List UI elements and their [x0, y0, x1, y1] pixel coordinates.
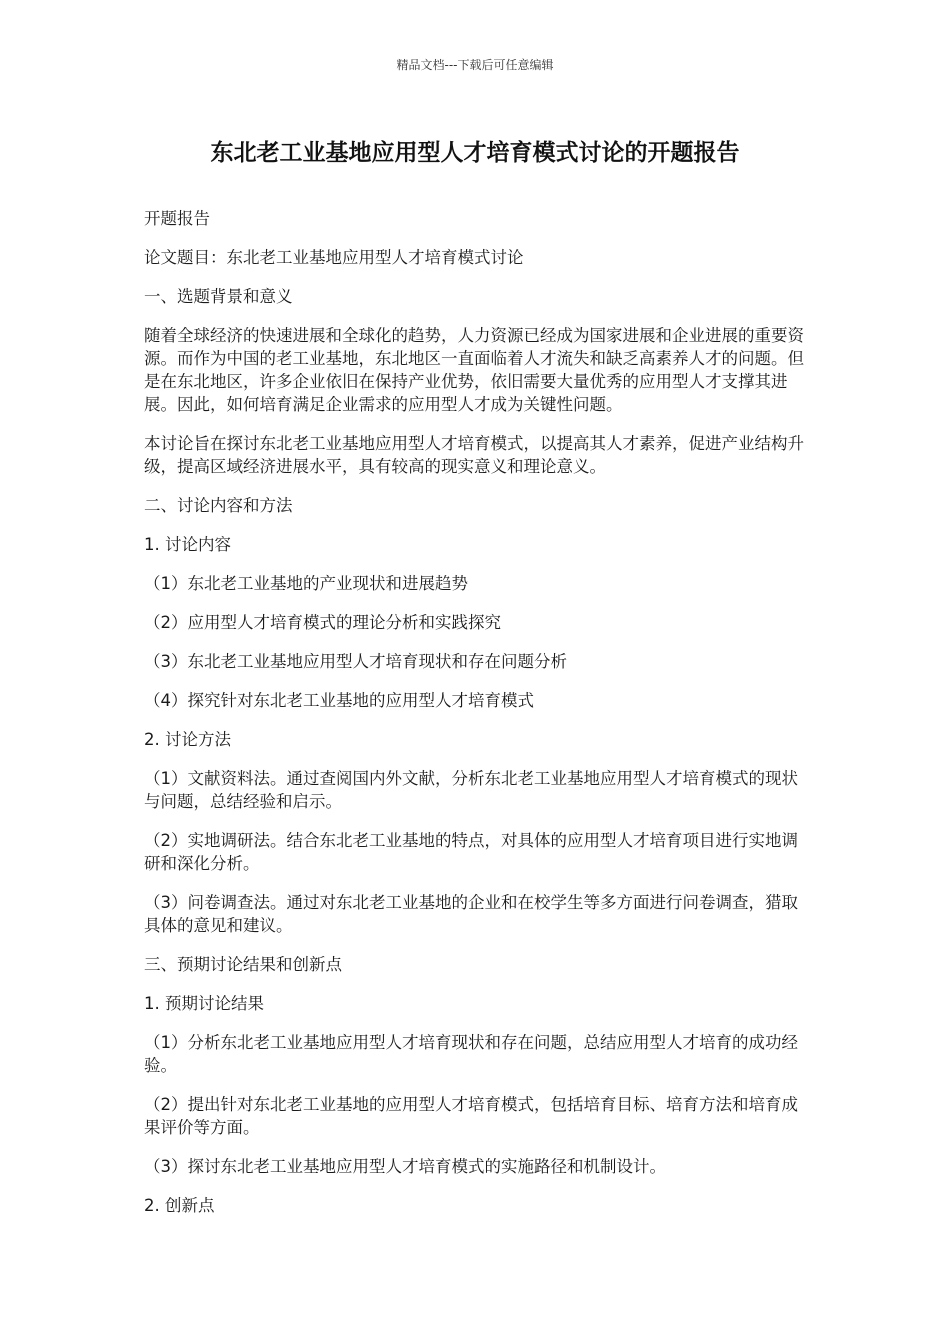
list-item: （1）文献资料法。通过查阅国内外文献，分析东北老工业基地应用型人才培育模式的现状与问题，总结经验和启示。: [144, 769, 798, 811]
section-heading-content-method: 二、讨论内容和方法: [144, 496, 293, 515]
list-item: （3）问卷调查法。通过对东北老工业基地的企业和在校学生等多方面进行问卷调查，猎取具体的意见和建议。: [144, 893, 798, 935]
paragraph-background: 随着全球经济的快速进展和全球化的趋势，人力资源已经成为国家进展和企业进展的重要资源。而作为中国的老工业基地，东北地区一直面临着人才流失和缺乏高素养人才的问题。但是在东北地区，许多企业依旧在保持产业优势，依旧需要大量优秀的应用型人才支撑其进展。因此，如何培育满足企业需求的应用型人才成为关键性问题。: [144, 326, 804, 414]
list-item: （1）东北老工业基地的产业现状和进展趋势: [144, 574, 468, 593]
subheading-expected-results: 1. 预期讨论结果: [144, 994, 264, 1013]
list-item: （2）提出针对东北老工业基地的应用型人才培育模式，包括培育目标、培育方法和培育成果评价等方面。: [144, 1095, 798, 1137]
list-item: （3）东北老工业基地应用型人才培育现状和存在问题分析: [144, 652, 567, 671]
subheading-content: 1. 讨论内容: [144, 535, 231, 554]
document-body: [144, 207, 808, 1233]
thesis-topic: 论文题目：东北老工业基地应用型人才培育模式讨论: [144, 248, 524, 267]
list-item: （4）探究针对东北老工业基地的应用型人才培育模式: [144, 691, 534, 710]
paragraph-purpose: 本讨论旨在探讨东北老工业基地应用型人才培育模式，以提高其人才素养，促进产业结构升级，提高区域经济进展水平，具有较高的现实意义和理论意义。: [144, 434, 804, 476]
section-heading-results: 三、预期讨论结果和创新点: [144, 955, 342, 974]
section-heading-background: 一、选题背景和意义: [144, 287, 293, 306]
list-item: （2）应用型人才培育模式的理论分析和实践探究: [144, 613, 501, 632]
subheading-innovation: 2. 创新点: [144, 1196, 215, 1215]
list-item: （3）探讨东北老工业基地应用型人才培育模式的实施路径和机制设计。: [144, 1157, 666, 1176]
report-label: 开题报告: [144, 209, 210, 228]
list-item: （1）分析东北老工业基地应用型人才培育现状和存在问题，总结应用型人才培育的成功经验。: [144, 1033, 798, 1075]
page-header: 精品文档---下载后可任意编辑: [396, 58, 554, 72]
subheading-method: 2. 讨论方法: [144, 730, 231, 749]
document-title: 东北老工业基地应用型人才培育模式讨论的开题报告: [210, 140, 740, 166]
list-item: （2）实地调研法。结合东北老工业基地的特点，对具体的应用型人才培育项目进行实地调研和深化分析。: [144, 831, 798, 873]
